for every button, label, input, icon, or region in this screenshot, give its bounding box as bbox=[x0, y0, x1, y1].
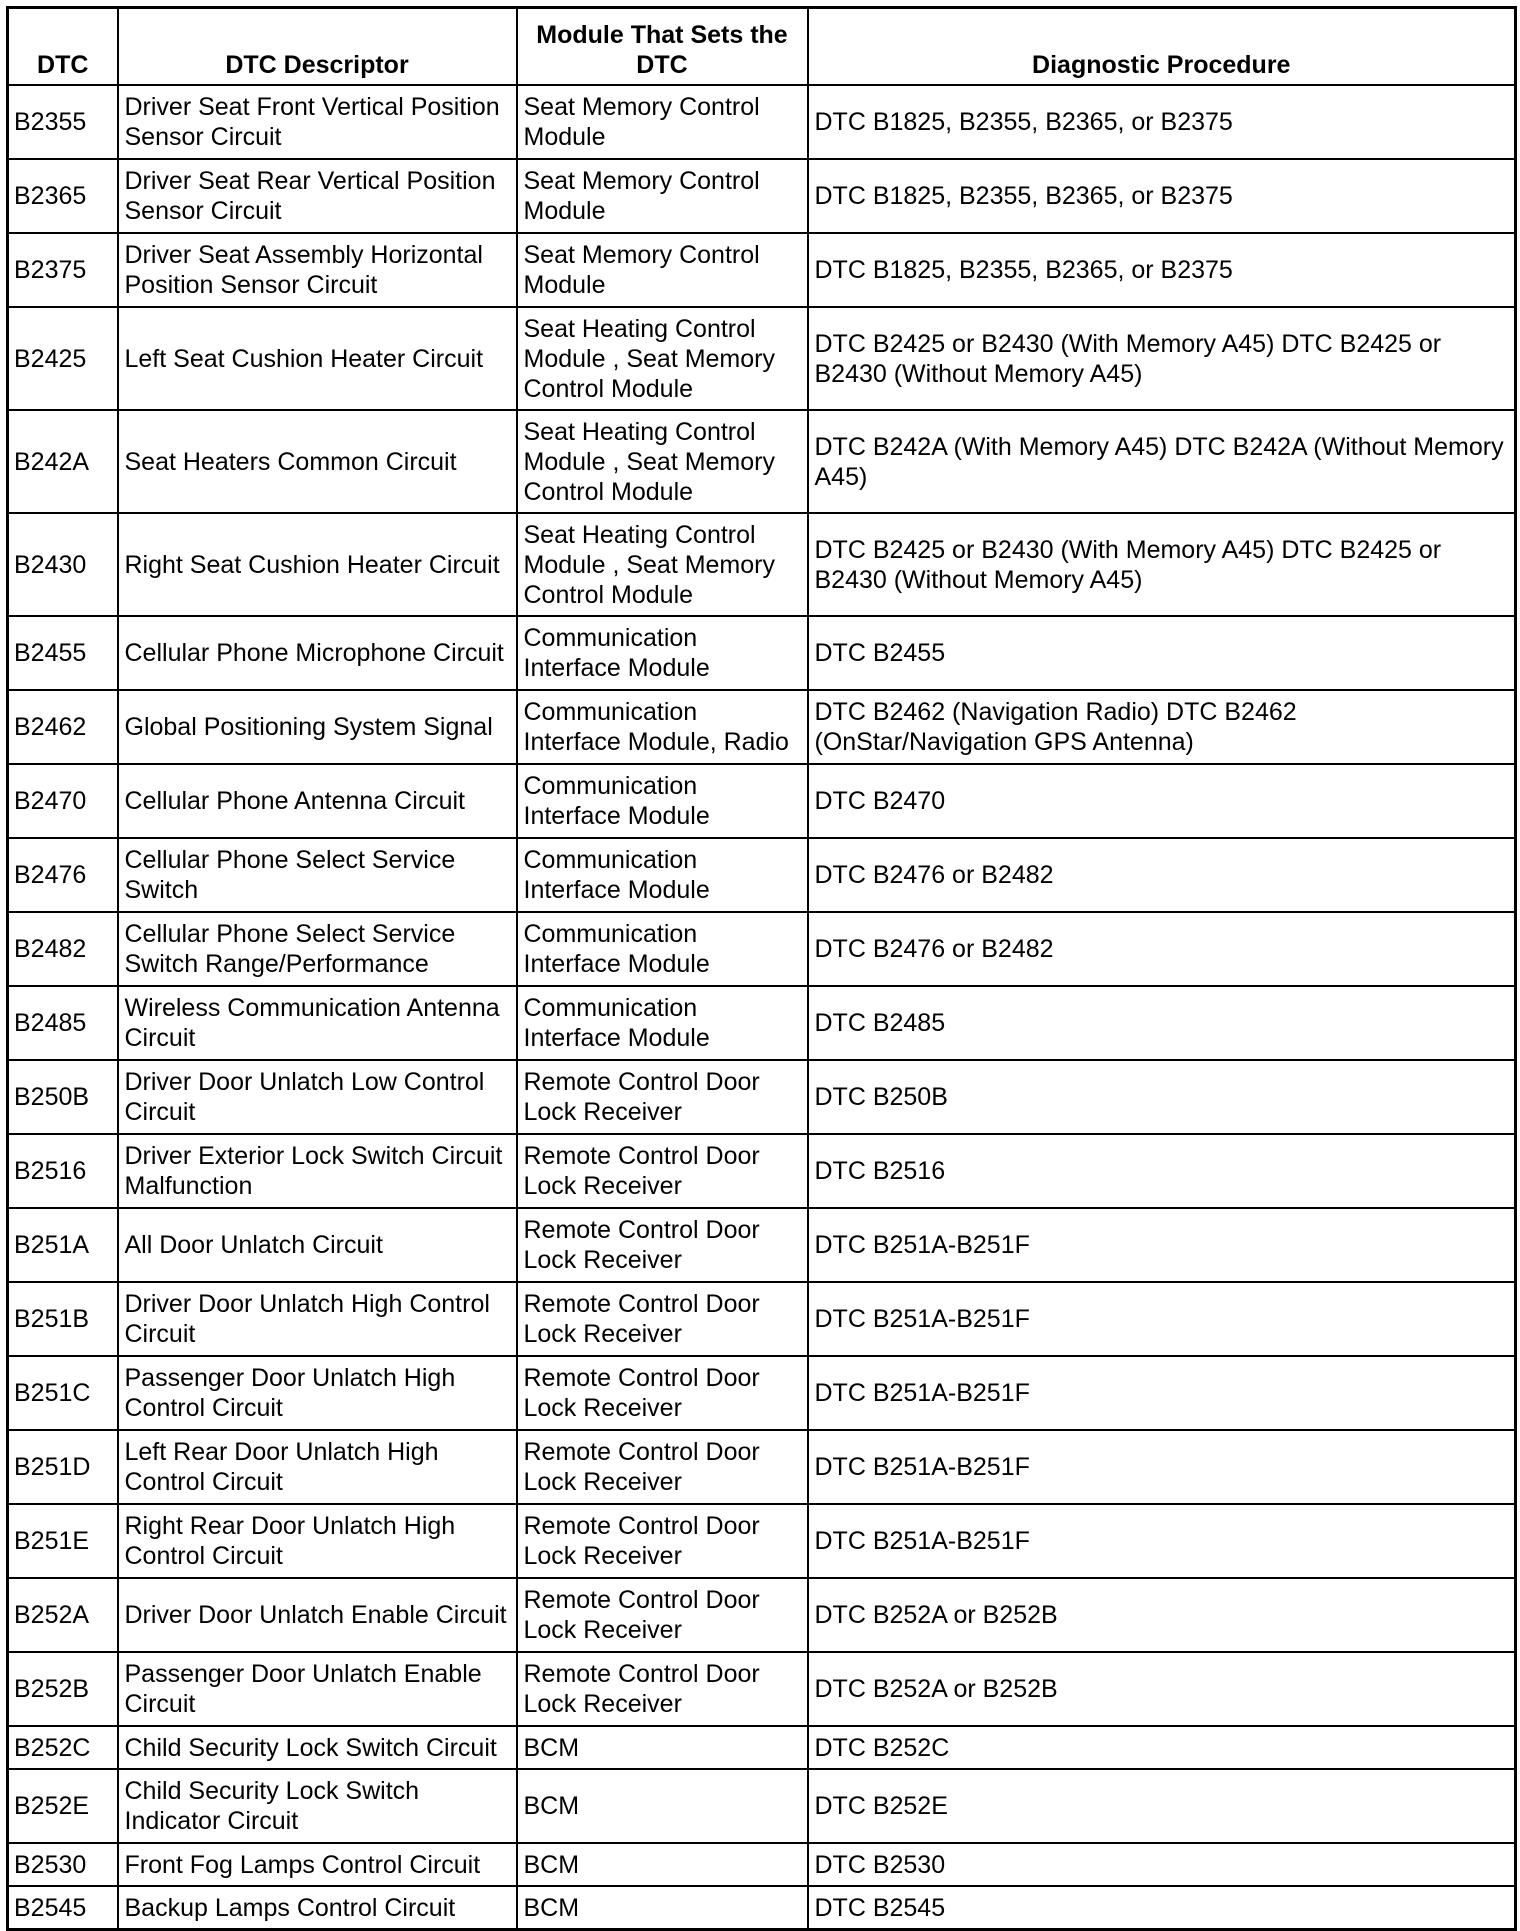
cell-module: BCM bbox=[517, 1769, 808, 1843]
cell-procedure: DTC B2516 bbox=[808, 1134, 1516, 1208]
cell-module: Remote Control Door Lock Receiver bbox=[517, 1652, 808, 1726]
cell-dtc: B250B bbox=[8, 1060, 118, 1134]
cell-dtc: B2545 bbox=[8, 1886, 118, 1930]
cell-module: Seat Heating Control Module , Seat Memory Control Module bbox=[517, 513, 808, 616]
table-row bbox=[8, 690, 1516, 764]
cell-dtc: B2470 bbox=[8, 764, 118, 838]
table-row bbox=[8, 986, 1516, 1060]
cell-module: Remote Control Door Lock Receiver bbox=[517, 1356, 808, 1430]
cell-procedure: DTC B1825, B2355, B2365, or B2375 bbox=[808, 233, 1516, 307]
table-row bbox=[8, 1430, 1516, 1504]
cell-module: Communication Interface Module bbox=[517, 912, 808, 986]
cell-module: Remote Control Door Lock Receiver bbox=[517, 1430, 808, 1504]
cell-procedure: DTC B251A-B251F bbox=[808, 1504, 1516, 1578]
cell-module: Remote Control Door Lock Receiver bbox=[517, 1578, 808, 1652]
cell-module: Remote Control Door Lock Receiver bbox=[517, 1134, 808, 1208]
table-row bbox=[8, 1282, 1516, 1356]
table-row bbox=[8, 1769, 1516, 1843]
cell-module: Seat Memory Control Module bbox=[517, 159, 808, 233]
cell-procedure: DTC B2462 (Navigation Radio) DTC B2462 (OnStar/Navigation GPS Antenna) bbox=[808, 690, 1516, 764]
table-row bbox=[8, 1134, 1516, 1208]
cell-dtc: B251B bbox=[8, 1282, 118, 1356]
cell-descriptor: Driver Door Unlatch Enable Circuit bbox=[118, 1578, 517, 1652]
cell-module: BCM bbox=[517, 1726, 808, 1769]
cell-dtc: B2476 bbox=[8, 838, 118, 912]
cell-module: Remote Control Door Lock Receiver bbox=[517, 1060, 808, 1134]
table-row bbox=[8, 159, 1516, 233]
table-header-row bbox=[8, 8, 1516, 86]
cell-descriptor: Front Fog Lamps Control Circuit bbox=[118, 1843, 517, 1886]
header-dtc-descriptor: DTC Descriptor bbox=[118, 8, 517, 86]
cell-descriptor: Wireless Communication Antenna Circuit bbox=[118, 986, 517, 1060]
header-dtc: DTC bbox=[8, 8, 118, 86]
cell-module: Remote Control Door Lock Receiver bbox=[517, 1208, 808, 1282]
cell-module: BCM bbox=[517, 1843, 808, 1886]
cell-descriptor: Global Positioning System Signal bbox=[118, 690, 517, 764]
cell-dtc: B2482 bbox=[8, 912, 118, 986]
cell-descriptor: Cellular Phone Select Service Switch bbox=[118, 838, 517, 912]
cell-dtc: B252A bbox=[8, 1578, 118, 1652]
cell-descriptor: Child Security Lock Switch Indicator Circuit bbox=[118, 1769, 517, 1843]
cell-descriptor: Driver Door Unlatch Low Control Circuit bbox=[118, 1060, 517, 1134]
cell-procedure: DTC B2470 bbox=[808, 764, 1516, 838]
cell-descriptor: Cellular Phone Select Service Switch Range/Performance bbox=[118, 912, 517, 986]
cell-descriptor: Left Rear Door Unlatch High Control Circuit bbox=[118, 1430, 517, 1504]
cell-dtc: B2485 bbox=[8, 986, 118, 1060]
cell-module: Communication Interface Module bbox=[517, 764, 808, 838]
cell-module: Seat Heating Control Module , Seat Memory Control Module bbox=[517, 307, 808, 410]
cell-module: Seat Heating Control Module , Seat Memory Control Module bbox=[517, 410, 808, 513]
cell-dtc: B2355 bbox=[8, 85, 118, 159]
cell-descriptor: Driver Door Unlatch High Control Circuit bbox=[118, 1282, 517, 1356]
cell-module: Remote Control Door Lock Receiver bbox=[517, 1504, 808, 1578]
table-row bbox=[8, 1356, 1516, 1430]
cell-descriptor: Right Seat Cushion Heater Circuit bbox=[118, 513, 517, 616]
cell-module: Communication Interface Module bbox=[517, 616, 808, 690]
table-row bbox=[8, 1060, 1516, 1134]
table-row bbox=[8, 1504, 1516, 1578]
cell-procedure: DTC B252A or B252B bbox=[808, 1578, 1516, 1652]
cell-module: Remote Control Door Lock Receiver bbox=[517, 1282, 808, 1356]
cell-dtc: B242A bbox=[8, 410, 118, 513]
cell-descriptor: Driver Exterior Lock Switch Circuit Malfunction bbox=[118, 1134, 517, 1208]
table-row bbox=[8, 1726, 1516, 1769]
cell-descriptor: Child Security Lock Switch Circuit bbox=[118, 1726, 517, 1769]
cell-descriptor: Driver Seat Rear Vertical Position Sensor Circuit bbox=[118, 159, 517, 233]
cell-descriptor: Cellular Phone Antenna Circuit bbox=[118, 764, 517, 838]
table-row bbox=[8, 912, 1516, 986]
cell-dtc: B2375 bbox=[8, 233, 118, 307]
cell-descriptor: Driver Seat Assembly Horizontal Position Sensor Circuit bbox=[118, 233, 517, 307]
cell-dtc: B251A bbox=[8, 1208, 118, 1282]
cell-dtc: B2455 bbox=[8, 616, 118, 690]
cell-dtc: B2516 bbox=[8, 1134, 118, 1208]
cell-procedure: DTC B242A (With Memory A45) DTC B242A (Without Memory A45) bbox=[808, 410, 1516, 513]
cell-procedure: DTC B2455 bbox=[808, 616, 1516, 690]
cell-procedure: DTC B251A-B251F bbox=[808, 1282, 1516, 1356]
cell-descriptor: All Door Unlatch Circuit bbox=[118, 1208, 517, 1282]
table-row bbox=[8, 1886, 1516, 1930]
cell-module: Seat Memory Control Module bbox=[517, 85, 808, 159]
cell-descriptor: Seat Heaters Common Circuit bbox=[118, 410, 517, 513]
cell-procedure: DTC B2476 or B2482 bbox=[808, 912, 1516, 986]
table-row bbox=[8, 838, 1516, 912]
table-row bbox=[8, 307, 1516, 410]
cell-procedure: DTC B252E bbox=[808, 1769, 1516, 1843]
cell-module: BCM bbox=[517, 1886, 808, 1930]
cell-dtc: B2425 bbox=[8, 307, 118, 410]
cell-module: Communication Interface Module bbox=[517, 838, 808, 912]
cell-descriptor: Cellular Phone Microphone Circuit bbox=[118, 616, 517, 690]
cell-procedure: DTC B251A-B251F bbox=[808, 1356, 1516, 1430]
dtc-table bbox=[6, 6, 1517, 1931]
cell-descriptor: Passenger Door Unlatch Enable Circuit bbox=[118, 1652, 517, 1726]
table-row bbox=[8, 1843, 1516, 1886]
cell-dtc: B2530 bbox=[8, 1843, 118, 1886]
cell-procedure: DTC B2425 or B2430 (With Memory A45) DTC B2425 or B2430 (Without Memory A45) bbox=[808, 513, 1516, 616]
table-row bbox=[8, 233, 1516, 307]
cell-dtc: B252C bbox=[8, 1726, 118, 1769]
table-row bbox=[8, 513, 1516, 616]
cell-dtc: B252E bbox=[8, 1769, 118, 1843]
cell-procedure: DTC B250B bbox=[808, 1060, 1516, 1134]
cell-procedure: DTC B2485 bbox=[808, 986, 1516, 1060]
cell-descriptor: Left Seat Cushion Heater Circuit bbox=[118, 307, 517, 410]
table-row bbox=[8, 410, 1516, 513]
table-row bbox=[8, 85, 1516, 159]
table-row bbox=[8, 616, 1516, 690]
cell-module: Communication Interface Module bbox=[517, 986, 808, 1060]
cell-dtc: B2462 bbox=[8, 690, 118, 764]
cell-descriptor: Backup Lamps Control Circuit bbox=[118, 1886, 517, 1930]
cell-procedure: DTC B252A or B252B bbox=[808, 1652, 1516, 1726]
cell-procedure: DTC B251A-B251F bbox=[808, 1430, 1516, 1504]
cell-dtc: B251D bbox=[8, 1430, 118, 1504]
header-module: Module That Sets the DTC bbox=[517, 8, 808, 86]
cell-module: Communication Interface Module, Radio bbox=[517, 690, 808, 764]
header-diagnostic-procedure: Diagnostic Procedure bbox=[808, 8, 1516, 86]
cell-dtc: B251E bbox=[8, 1504, 118, 1578]
cell-dtc: B252B bbox=[8, 1652, 118, 1726]
cell-procedure: DTC B2530 bbox=[808, 1843, 1516, 1886]
cell-module: Seat Memory Control Module bbox=[517, 233, 808, 307]
cell-procedure: DTC B1825, B2355, B2365, or B2375 bbox=[808, 85, 1516, 159]
cell-dtc: B251C bbox=[8, 1356, 118, 1430]
table-row bbox=[8, 764, 1516, 838]
cell-descriptor: Driver Seat Front Vertical Position Sensor Circuit bbox=[118, 85, 517, 159]
cell-descriptor: Passenger Door Unlatch High Control Circuit bbox=[118, 1356, 517, 1430]
cell-procedure: DTC B2476 or B2482 bbox=[808, 838, 1516, 912]
cell-dtc: B2430 bbox=[8, 513, 118, 616]
cell-procedure: DTC B252C bbox=[808, 1726, 1516, 1769]
cell-procedure: DTC B251A-B251F bbox=[808, 1208, 1516, 1282]
cell-dtc: B2365 bbox=[8, 159, 118, 233]
table-row bbox=[8, 1578, 1516, 1652]
cell-procedure: DTC B1825, B2355, B2365, or B2375 bbox=[808, 159, 1516, 233]
cell-descriptor: Right Rear Door Unlatch High Control Circuit bbox=[118, 1504, 517, 1578]
table-row bbox=[8, 1652, 1516, 1726]
cell-procedure: DTC B2545 bbox=[808, 1886, 1516, 1930]
cell-procedure: DTC B2425 or B2430 (With Memory A45) DTC B2425 or B2430 (Without Memory A45) bbox=[808, 307, 1516, 410]
table-row bbox=[8, 1208, 1516, 1282]
